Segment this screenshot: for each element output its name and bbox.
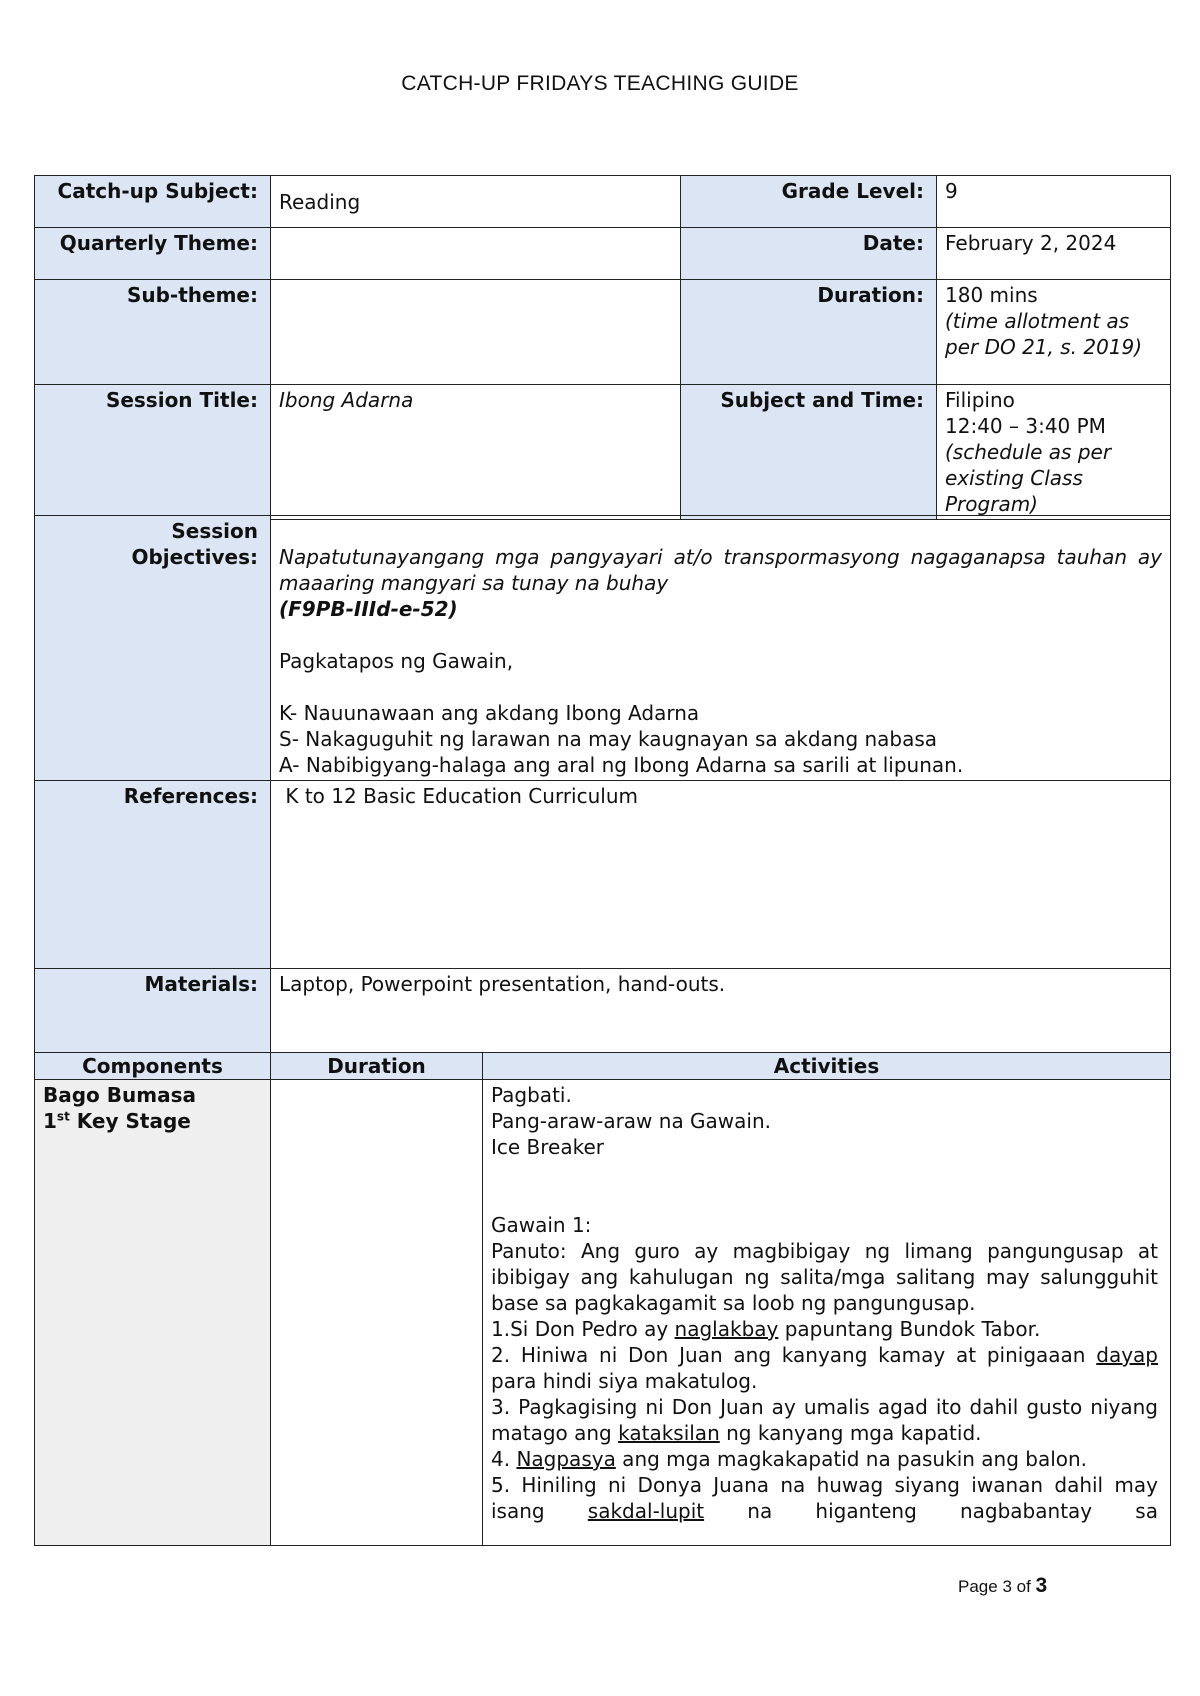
subject-value	[271, 176, 681, 228]
subject-time-note: (schedule as per existing Class Program)	[945, 440, 1112, 516]
date-value: February 2, 2024	[937, 228, 1171, 280]
theme-label: Quarterly Theme:	[35, 228, 271, 280]
objectives-main: Napatutunayangang mga pangyayari at/o transpormasyong nagaganapsa tauhan ay maaaring mangyari sa tunay na buhay	[279, 545, 1162, 595]
duration-value: 180 mins	[945, 283, 1038, 307]
activity-greeting: Pagbati.	[491, 1083, 572, 1107]
objectives-code: (F9PB-IIId-e-52)	[279, 597, 458, 621]
document-title: CATCH-UP FRIDAYS TEACHING GUIDE	[401, 72, 799, 95]
subject-label: Catch-up Subject:	[35, 176, 271, 228]
gawain-instructions: Panuto: Ang guro ay magbibigay ng limang pangungusap at ibibigay ang kahulugan ng salita/mga salitang may salungguhit base sa pagkakagamit sa loob ng pangungusap.	[491, 1239, 1158, 1315]
page-word: Page	[958, 1577, 1003, 1596]
session-info-table	[34, 175, 1171, 520]
activity-daily: Pang-araw-araw na Gawain.	[491, 1109, 772, 1133]
references-value: K to 12 Basic Education Curriculum	[271, 781, 1171, 969]
session-title-label: Session Title:	[35, 385, 271, 520]
duration-label: Duration:	[681, 280, 937, 385]
objective-s: S- Nakaguguhit ng larawan na may kaugnayan sa akdang nabasa	[279, 727, 938, 751]
objectives-table	[34, 515, 1171, 1060]
sentence-2: 2. Hiniwa ni Don Juan ang kanyang kamay at pinigaaan dayap para hindi siya makatulog.	[491, 1343, 1158, 1393]
subtheme-value	[271, 280, 681, 385]
duration-cell	[937, 280, 1171, 385]
subject-text: Reading	[279, 189, 361, 214]
components-table	[34, 1052, 1171, 1546]
objectives-intro: Pagkatapos ng Gawain,	[279, 649, 514, 673]
activity-icebreaker: Ice Breaker	[491, 1135, 605, 1159]
subject-time-time: 12:40 – 3:40 PM	[945, 414, 1106, 438]
materials-label: Materials:	[35, 969, 271, 1060]
objective-a: A- Nabibigyang-halaga ang aral ng Ibong Adarna sa sarili at lipunan.	[279, 753, 964, 777]
stage-cell	[35, 1080, 271, 1546]
grade-value: 9	[937, 176, 1171, 228]
of-word: of	[1011, 1577, 1036, 1596]
duration-header: Duration	[271, 1053, 483, 1080]
sentence-5: 5. Hiniling ni Donya Juana na huwag siyang iwanan dahil may isang sakdal-lupit na higanteng nagbabantay sa	[491, 1473, 1158, 1523]
activities-header: Activities	[483, 1053, 1171, 1080]
page-footer	[958, 1574, 1047, 1598]
stage-duration	[271, 1080, 483, 1546]
key-stage: 1st Key Stage	[43, 1109, 191, 1133]
stage-name: Bago Bumasa	[43, 1083, 196, 1107]
activities-cell	[483, 1080, 1171, 1546]
gawain-title: Gawain 1:	[491, 1213, 592, 1237]
page-total: 3	[1035, 1574, 1048, 1597]
materials-value: Laptop, Powerpoint presentation, hand-outs.	[271, 969, 1171, 1060]
objective-k: K- Nauunawaan ang akdang Ibong Adarna	[279, 701, 700, 725]
subject-time-label: Subject and Time:	[681, 385, 937, 520]
page-number: 3	[1002, 1577, 1012, 1596]
session-title-value: Ibong Adarna	[271, 385, 681, 520]
date-label: Date:	[681, 228, 937, 280]
theme-value	[271, 228, 681, 280]
sentence-4: 4. Nagpasya ang mga magkakapatid na pasukin ang balon.	[491, 1447, 1088, 1471]
duration-note: (time allotment as per DO 21, s. 2019)	[945, 309, 1143, 359]
grade-label: Grade Level:	[681, 176, 937, 228]
objectives-label: Session Objectives:	[35, 516, 271, 781]
objectives-cell	[271, 516, 1171, 781]
subtheme-label: Sub-theme:	[35, 280, 271, 385]
sentence-3: 3. Pagkagising ni Don Juan ay umalis agad ito dahil gusto niyang matago ang kataksilan ng kanyang mga kapatid.	[491, 1395, 1158, 1445]
subject-time-subject: Filipino	[945, 388, 1015, 412]
subject-time-cell	[937, 385, 1171, 520]
references-label: References:	[35, 781, 271, 969]
components-header: Components	[35, 1053, 271, 1080]
sentence-1: 1.Si Don Pedro ay naglakbay papuntang Bundok Tabor.	[491, 1317, 1041, 1341]
